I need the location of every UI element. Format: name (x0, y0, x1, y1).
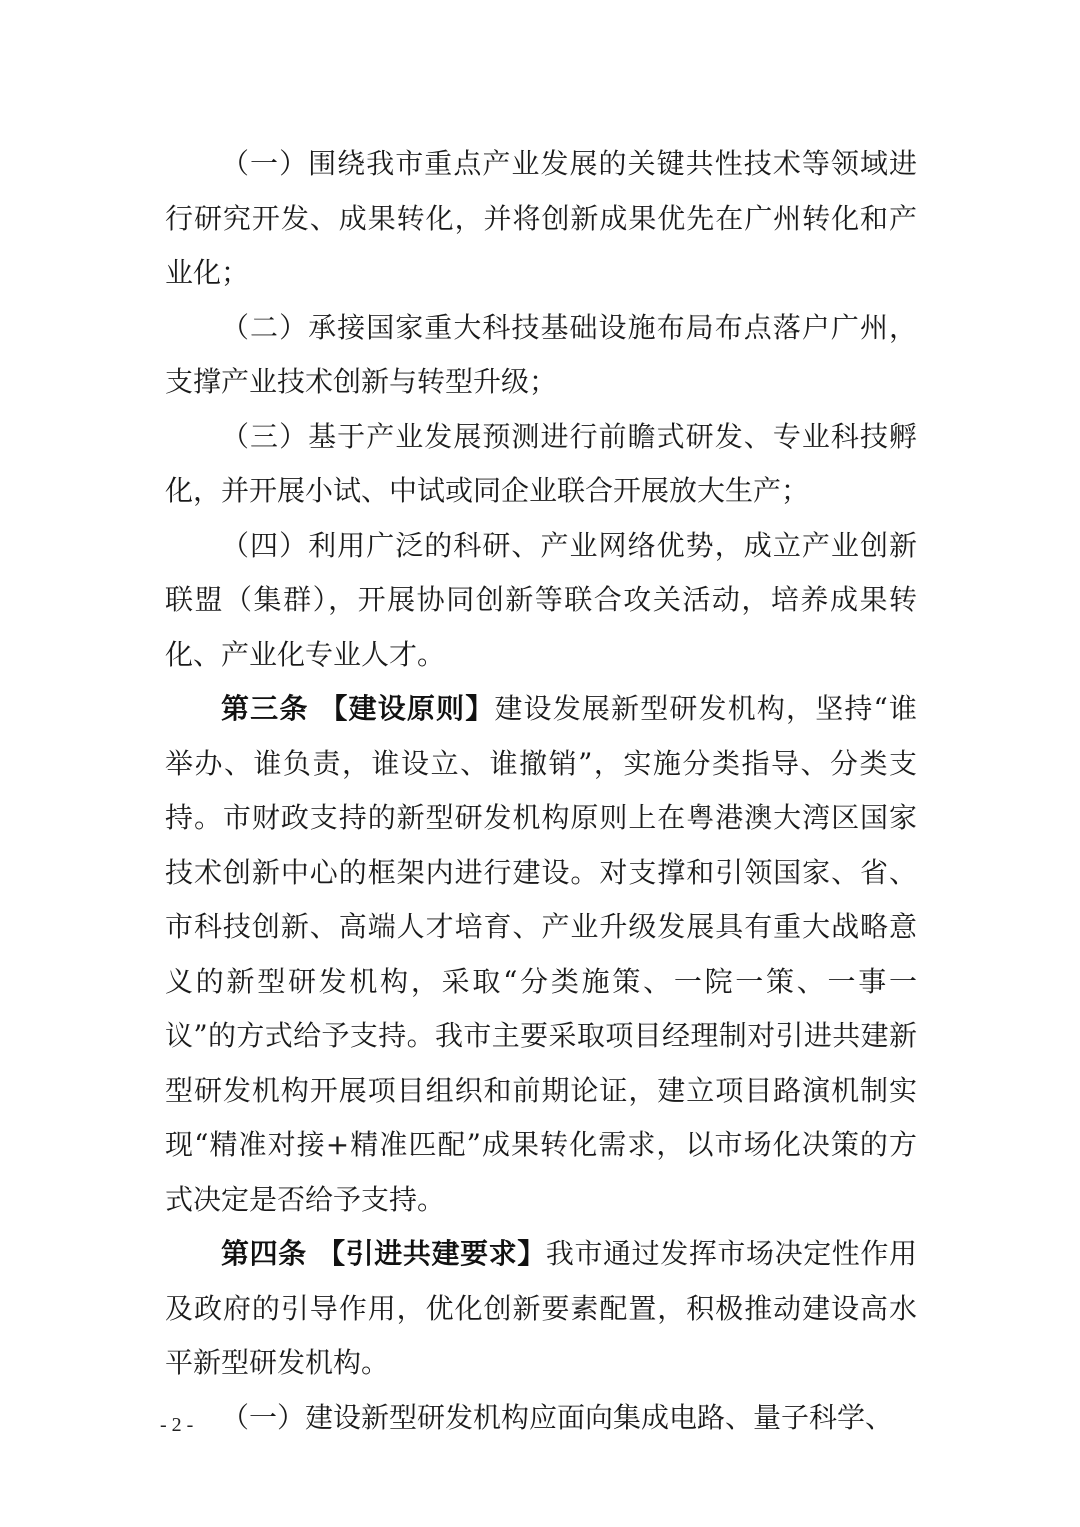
paragraph-text: （四）利用广泛的科研、产业网络优势，成立产业创新联盟（集群），开展协同创新等联合攻关活动，培养成果转化、产业化专业人才。 (165, 528, 917, 671)
article-3-construction-principles (165, 682, 917, 1227)
body-text (165, 137, 917, 1445)
paragraph-text: 我市通过发挥市场决定性作用及政府的引导作用，优化创新要素配置，积极推动建设高水平新型研发机构。 (165, 1237, 917, 1379)
paragraph-text: （二）承接国家重大科技基础设施布局布点落户广州，支撑产业技术创新与转型升级； (165, 310, 917, 398)
paragraph-item-4-1 (165, 1391, 917, 1446)
paragraph-item-1-4 (165, 519, 917, 683)
paragraph-item-1-3 (165, 410, 917, 519)
paragraph-text: （三）基于产业发展预测进行前瞻式研发、专业科技孵化，并开展小试、中试或同企业联合开展放大生产； (165, 419, 917, 507)
paragraph-item-1-2 (165, 301, 917, 410)
article-heading: 第四条 【引进共建要求】 (221, 1237, 546, 1270)
paragraph-text: （一）围绕我市重点产业发展的关键共性技术等领域进行研究开发、成果转化，并将创新成果优先在广州转化和产业化； (165, 147, 917, 289)
article-heading: 第三条 【建设原则】 (221, 692, 495, 725)
paragraph-text: （一）建设新型研发机构应面向集成电路、量子科学、 (221, 1400, 894, 1434)
paragraph-text: 建设发展新型研发机构，坚持“谁举办、谁负责，谁设立、谁撤销”，实施分类指导、分类支持。市财政支持的新型研发机构原则上在粤港澳大湾区国家技术创新中心的框架内进行建设。对支撑和引领国家、省、市科技创新、高端人才培育、产业升级发展具有重大战略意义的新型研发机构，采取“分类施策、一院一策、一事一议”的方式给予支持。我市主要采取项目经理制对引进共建新型研发机构开展项目组织和前期论证，建立项目路演机制实现“精准对接+精准匹配”成果转化需求，以市场化决策的方式决定是否给予支持。 (165, 692, 917, 1216)
article-4-joint-construction-requirements (165, 1227, 917, 1391)
page-number: - 2 - (160, 1414, 194, 1436)
paragraph-item-1-1 (165, 137, 917, 301)
